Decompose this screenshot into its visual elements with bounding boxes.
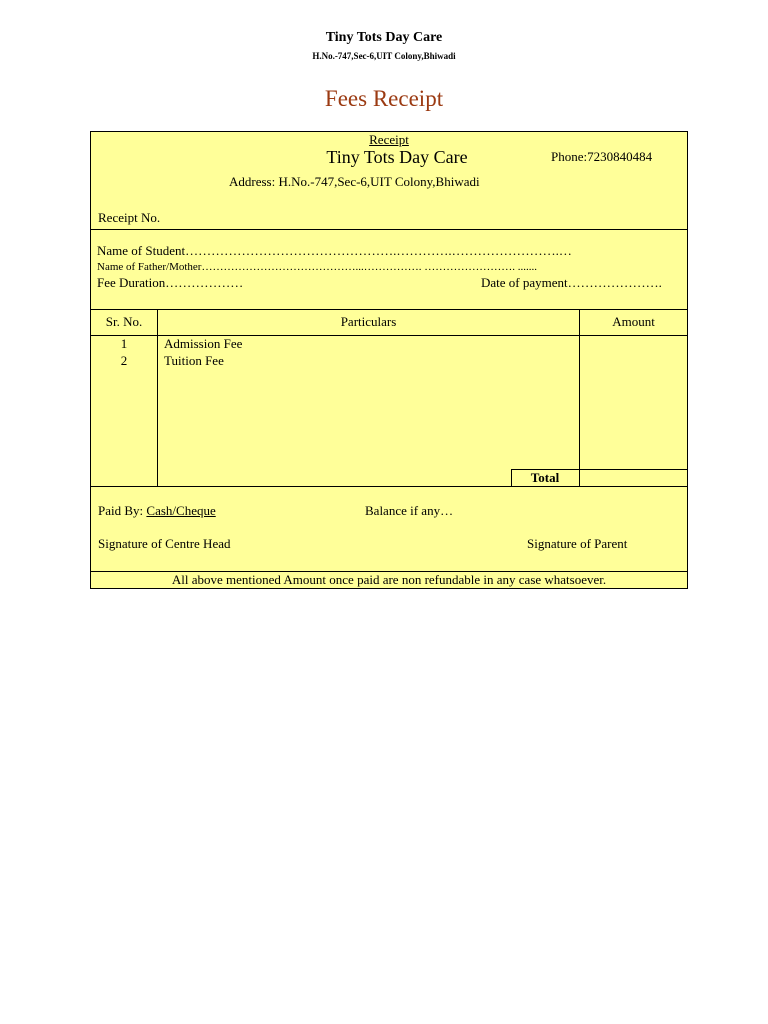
fee-duration-field: Fee Duration……………… (97, 275, 244, 290)
parent-name-field: Name of Father/Mother……………………………………...……………. ……………………. ....... (97, 261, 537, 273)
student-name-field: Name of Student………………………………………….………….…………………….… (97, 243, 572, 258)
receipt-number-label: Receipt No. (98, 210, 161, 225)
column-header-particulars: Particulars (340, 314, 397, 329)
paid-by-field (98, 503, 216, 519)
date-of-payment-field: Date of payment…………………. (481, 275, 662, 290)
signature-centre-head: Signature of Centre Head (98, 536, 231, 551)
table-column-divider (579, 310, 580, 486)
header-title: Tiny Tots Day Care (325, 30, 443, 45)
table-row-particular: Admission Fee (164, 336, 243, 351)
fees-table (91, 310, 687, 487)
receipt-header-section (91, 132, 687, 230)
receipt-form (90, 131, 688, 589)
student-details-section (91, 230, 687, 310)
paid-by-label: Paid By: (98, 503, 147, 518)
table-row-sr: 2 (120, 353, 128, 368)
disclaimer-text: All above mentioned Amount once paid are non refundable in any case whatsoever. (171, 572, 607, 587)
balance-field: Balance if any… (365, 503, 454, 518)
receipt-label: Receipt (369, 132, 409, 147)
header-address: H.No.-747,Sec-6,UIT Colony,Bhiwadi (312, 51, 456, 61)
page-title: Fees Receipt (324, 86, 444, 111)
signature-parent: Signature of Parent (527, 536, 628, 551)
column-header-sr-no: Sr. No. (105, 314, 143, 329)
table-row-sr: 1 (120, 336, 128, 351)
table-column-divider (157, 310, 158, 486)
organization-name: Tiny Tots Day Care (326, 147, 468, 167)
paid-by-method: Cash/Cheque (146, 503, 216, 518)
phone-number: Phone:7230840484 (551, 149, 653, 164)
total-label: Total (530, 470, 560, 485)
table-row-particular: Tuition Fee (164, 353, 224, 368)
organization-address: Address: H.No.-747,Sec-6,UIT Colony,Bhiwadi (229, 174, 480, 189)
column-header-amount: Amount (612, 314, 655, 329)
payment-section (91, 487, 687, 572)
disclaimer-section (91, 572, 687, 588)
